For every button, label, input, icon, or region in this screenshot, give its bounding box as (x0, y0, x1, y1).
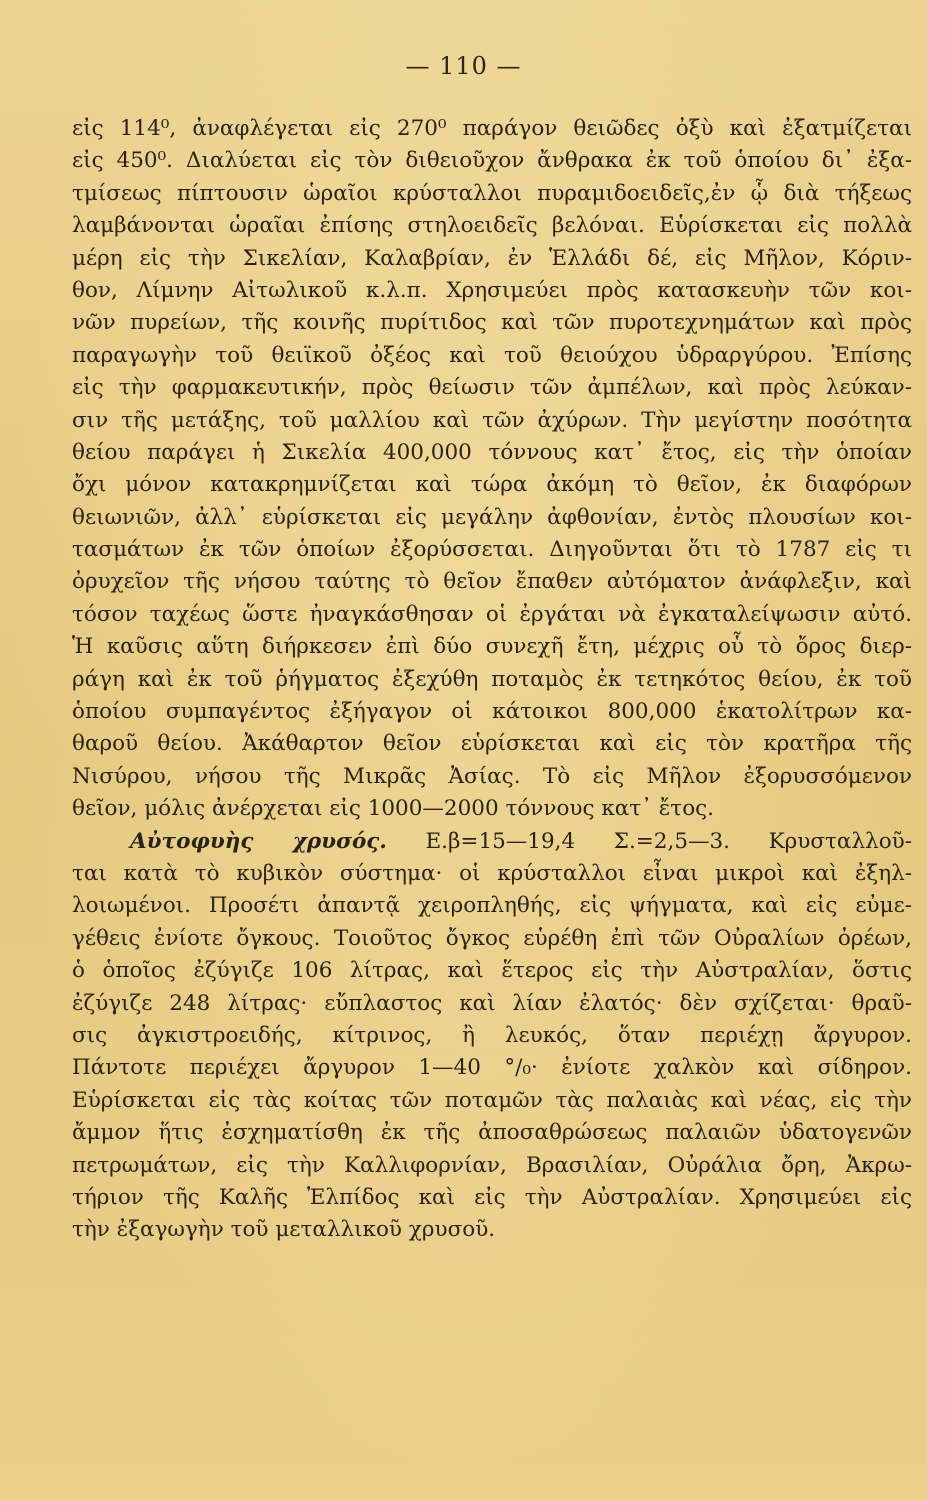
text-line: παραγωγὴν τοῦ θειϊκοῦ ὀξέος καὶ τοῦ θειούχου ὑδραργύρου. Ἐπίσης (72, 342, 912, 368)
gold-first-line-rest: Ε.β=15—19,4 Σ.=2,5—3. Κρυσταλλοῦ- (425, 828, 912, 854)
text-line: θον, Λίμνην Αἰτωλικοῦ κ.λ.π. Χρησιμεύει πρὸς κατασκευὴν τῶν κοι- (72, 277, 912, 303)
paragraph-end-line: θεῖον, μόλις ἀνέρχεται εἰς 1000—2000 τόννους κατ᾽ ἔτος. (72, 796, 715, 822)
text-line: ὁποίου συμπαγέντος ἐξήγαγον οἱ κάτοικοι 800,000 ἑκατολίτρων κα- (72, 699, 912, 725)
text-line: σιν τῆς μετάξης, τοῦ μαλλίου καὶ τῶν ἀχύρων. Τὴν μεγίστην ποσότητα (72, 407, 912, 433)
text-line: λαμβάνονται ὡραῖαι ἐπίσης στηλοειδεῖς βελόναι. Εὑρίσκεται εἰς πολλὰ (72, 213, 912, 239)
text-line: ράγη καὶ ἐκ τοῦ ῥήγματος ἐξεχύθη ποταμὸς ἐκ τετηκότος θείου, ἐκ τοῦ (72, 666, 912, 692)
text-line: θείου παράγει ἡ Σικελία 400,000 τόννους κατ᾽ ἔτος, εἰς τὴν ὁποίαν (72, 439, 912, 465)
text-body (72, 113, 912, 1247)
text-line: τμίσεως πίπτουσιν ὡραῖοι κρύσταλλοι πυραμιδοειδεῖς,ἐν ᾧ διὰ τήξεως (72, 180, 912, 206)
text-line: ὁ ὁποῖος ἐζύγιζε 106 λίτρας, καὶ ἕτερος εἰς τὴν Αὐστραλίαν, ὅστις (72, 958, 912, 984)
text-line: ἐζύγιζε 248 λίτρας· εὔπλαστος καὶ λίαν ἐλατός· δὲν σχίζεται· θραῦ- (72, 990, 912, 1016)
text-line: μέρη εἰς τὴν Σικελίαν, Καλαβρίαν, ἐν Ἑλλάδι δέ, εἰς Μῆλον, Κόριν- (72, 245, 912, 271)
text-line: πετρωμάτων, εἰς τὴν Καλλιφορνίαν, Βρασιλίαν, Οὐράλια ὄρη, Ἀκρω- (72, 1152, 912, 1178)
text-line: ὀρυχεῖον τῆς νήσου ταύτης τὸ θεῖον ἔπαθεν αὐτόματον ἀνάφλεξιν, καὶ (72, 569, 912, 595)
gold-heading: Αὐτοφυὴς χρυσός. (130, 828, 387, 854)
text-line: λοιωμένοι. Προσέτι ἀπαντᾷ χειροπληθής, εἰς ψήγματα, καὶ εἰς εὐμε- (72, 893, 912, 919)
text-line: γέθεις ἐνίοτε ὄγκους. Τοιοῦτος ὄγκος εὑρέθη ἐπὶ τῶν Οὐραλίων ὀρέων, (72, 925, 912, 951)
text-line: Νισύρου, νήσου τῆς Μικρᾶς Ἀσίας. Τὸ εἰς Μῆλον ἐξορυσσόμενον (72, 763, 912, 789)
text-line: εἰς τὴν φαρμακευτικήν, πρὸς θείωσιν τῶν ἀμπέλων, καὶ πρὸς λεύκαν- (72, 375, 912, 401)
gold-paragraph-first-line (72, 826, 912, 858)
text-line: τόσον ταχέως ὥστε ἠναγκάσθησαν οἱ ἐργάται νὰ ἐγκαταλείψωσιν αὐτό. (72, 601, 912, 627)
text-line: νῶν πυρείων, τῆς κοινῆς πυρίτιδος καὶ τῶν πυροτεχνημάτων καὶ πρὸς (72, 310, 912, 336)
text-line: ὄχι μόνον κατακρημνίζεται καὶ τώρα ἀκόμη τὸ θεῖον, ἐκ διαφόρων (72, 472, 912, 498)
text-line: Ἡ καῦσις αὕτη διήρκεσεν ἐπὶ δύο συνεχῆ ἔτη, μέχρις οὗ τὸ ὄρος διερ- (72, 634, 912, 660)
text-line: εἰς 114⁰, ἀναφλέγεται εἰς 270⁰ παράγον θειῶδες ὀξὺ καὶ ἐξατμίζεται (72, 116, 912, 141)
text-line: Πάντοτε περιέχει ἄργυρον 1—40 °/₀· ἐνίοτε χαλκὸν καὶ σίδηρον. (72, 1055, 912, 1081)
text-line: εἰς 450⁰. Διαλύεται εἰς τὸν διθειοῦχον ἄνθρακα ἐκ τοῦ ὁποίου δι᾽ ἐξα- (72, 148, 912, 174)
text-line: ται κατὰ τὸ κυβικὸν σύστημα· οἱ κρύσταλλοι εἶναι μικροὶ καὶ ἐξηλ- (72, 860, 912, 886)
text-line: ἄμμον ἥτις ἐσχηματίσθη ἐκ τῆς ἀποσαθρώσεως παλαιῶν ὑδατογενῶν (72, 1120, 912, 1146)
paragraph-end-line: τὴν ἐξαγωγὴν τοῦ μεταλλικοῦ χρυσοῦ. (72, 1217, 496, 1243)
text-line: θαροῦ θείου. Ἀκάθαρτον θεῖον εὑρίσκεται καὶ εἰς τὸν κρατῆρα τῆς (72, 731, 912, 757)
page-number: — 110 — (405, 52, 522, 80)
text-line: τήριον τῆς Καλῆς Ἐλπίδος καὶ εἰς τὴν Αὐστραλίαν. Χρησιμεύει εἰς (72, 1184, 912, 1210)
text-line: τασμάτων ἐκ τῶν ὁποίων ἐξορύσσεται. Διηγοῦνται ὅτι τὸ 1787 εἰς τι (72, 537, 912, 563)
text-line: Εὑρίσκεται εἰς τὰς κοίτας τῶν ποταμῶν τὰς παλαιὰς καὶ νέας, εἰς τὴν (72, 1087, 912, 1113)
text-line: σις ἀγκιστροειδής, κίτρινος, ἢ λευκός, ὅταν περιέχῃ ἄργυρον. (72, 1022, 912, 1048)
text-line: θειωνιῶν, ἀλλ᾽ εὑρίσκεται εἰς μεγάλην ἀφθονίαν, ἐντὸς πλουσίων κοι- (72, 504, 912, 530)
